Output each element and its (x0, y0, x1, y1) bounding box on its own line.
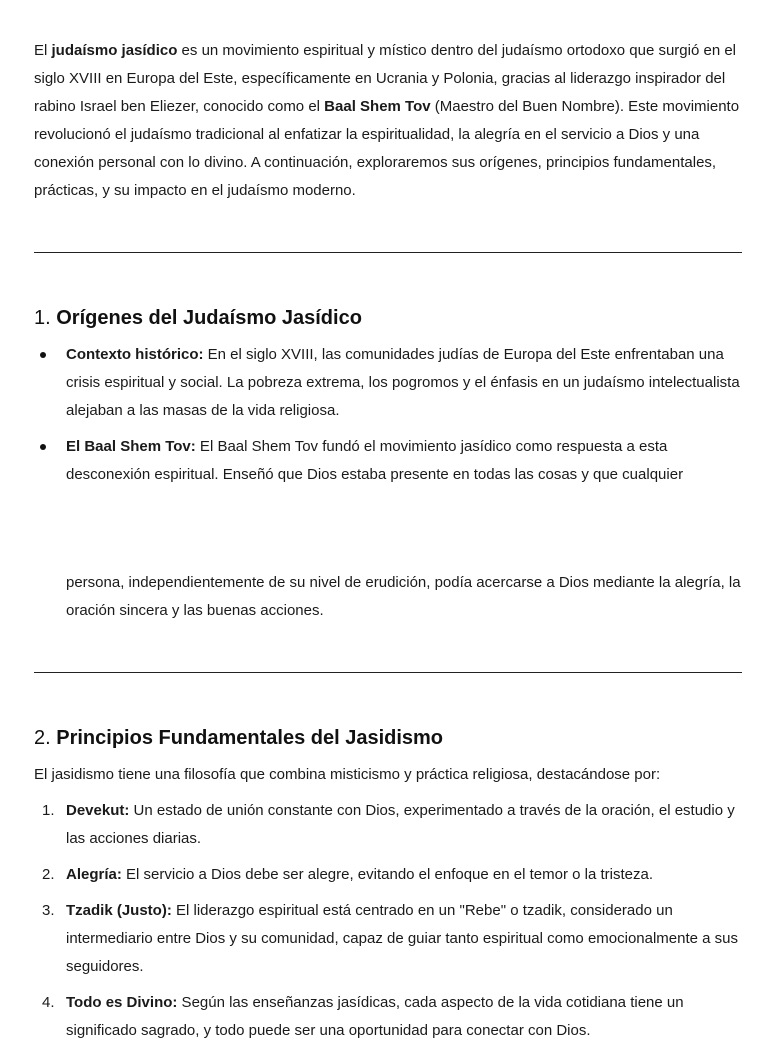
list-item (34, 897, 744, 981)
intro-bold-baal-shem-tov: Baal Shem Tov (324, 98, 431, 115)
intro-text-2: es un movimiento espiritual y místico dentro del judaísmo ortodoxo que surgió en el siglo XVIII en Europa del Este, específicamente en Ucrania y Polonia, gracias al liderazgo inspirador del rabino Israel ben Eliezer, conocido como el (34, 42, 737, 115)
section-2-list (34, 797, 744, 1053)
bullet-icon (40, 444, 46, 450)
list-item-number: 4. (42, 994, 55, 1011)
list-item-label: El Baal Shem Tov: (66, 438, 196, 455)
bullet-icon (40, 352, 46, 358)
list-item-number: 2. (42, 866, 55, 883)
list-item (34, 341, 744, 425)
intro-text-3: (Maestro del Buen Nombre). Este movimiento revolucionó el judaísmo tradicional al enfatizar la espiritualidad, la alegría en el servicio a Dios y una conexión personal con lo divino. A continuación, exploraremos sus orígenes, principios fundamentales, prácticas, y su impacto en el judaísmo moderno. (34, 98, 740, 199)
list-item (34, 433, 744, 489)
list-item-label: Tzadik (Justo): (66, 902, 172, 919)
section-1-title: Orígenes del Judaísmo Jasídico (56, 307, 362, 329)
list-item-text: El liderazgo espiritual está centrado en un "Rebe" o tzadik, considerado un intermediario entre Dios y su comunidad, capaz de guiar tanto espiritual como emocionalmente a sus seguidores. (66, 902, 739, 975)
list-item-text: El Baal Shem Tov fundó el movimiento jasídico como respuesta a esta desconexión espiritual. Enseñó que Dios estaba presente en todas las cosas y que cualquier (66, 438, 684, 483)
section-1-number: 1. (34, 307, 51, 329)
divider-1 (34, 252, 742, 253)
section-1-heading (34, 304, 362, 332)
list-item-continuation: persona, independientemente de su nivel de erudición, podía acercarse a Dios mediante la alegría, la oración sincera y las buenas acciones. (66, 574, 741, 619)
list-item-number: 1. (42, 802, 55, 819)
list-item-label: Contexto histórico: (66, 346, 204, 363)
section-1-list (34, 341, 744, 497)
list-item-text: Un estado de unión constante con Dios, experimentado a través de la oración, el estudio y las acciones diarias. (66, 802, 735, 847)
list-item-label: Devekut: (66, 802, 130, 819)
intro-bold-jasidico: judaísmo jasídico (51, 42, 178, 59)
section-2-heading (34, 724, 443, 752)
list-item-text: En el siglo XVIII, las comunidades judías de Europa del Este enfrentaban una crisis espiritual y social. La pobreza extrema, los pogromos y el énfasis en un judaísmo intelectualista alejaban a las masas de la vida religiosa. (66, 346, 740, 419)
list-item (34, 797, 744, 853)
section-2-title: Principios Fundamentales del Jasidismo (56, 727, 444, 749)
intro-paragraph (34, 37, 744, 205)
divider-2 (34, 672, 742, 673)
list-item (34, 989, 744, 1045)
list-item-number: 3. (42, 902, 55, 919)
list-item-text: El servicio a Dios debe ser alegre, evitando el enfoque en el temor o la tristeza. (121, 866, 653, 883)
section-2-number: 2. (34, 727, 51, 749)
list-item-label: Todo es Divino: (66, 994, 178, 1011)
list-item-text: Según las enseñanzas jasídicas, cada aspecto de la vida cotidiana tiene un significado sagrado, y todo puede ser una oportunidad para conectar con Dios. (66, 994, 684, 1039)
list-item (34, 861, 744, 889)
intro-text-1: El (34, 42, 52, 59)
list-item-label: Alegría: (66, 866, 122, 883)
section-2-lead: El jasidismo tiene una filosofía que combina misticismo y práctica religiosa, destacándose por: (34, 766, 661, 783)
